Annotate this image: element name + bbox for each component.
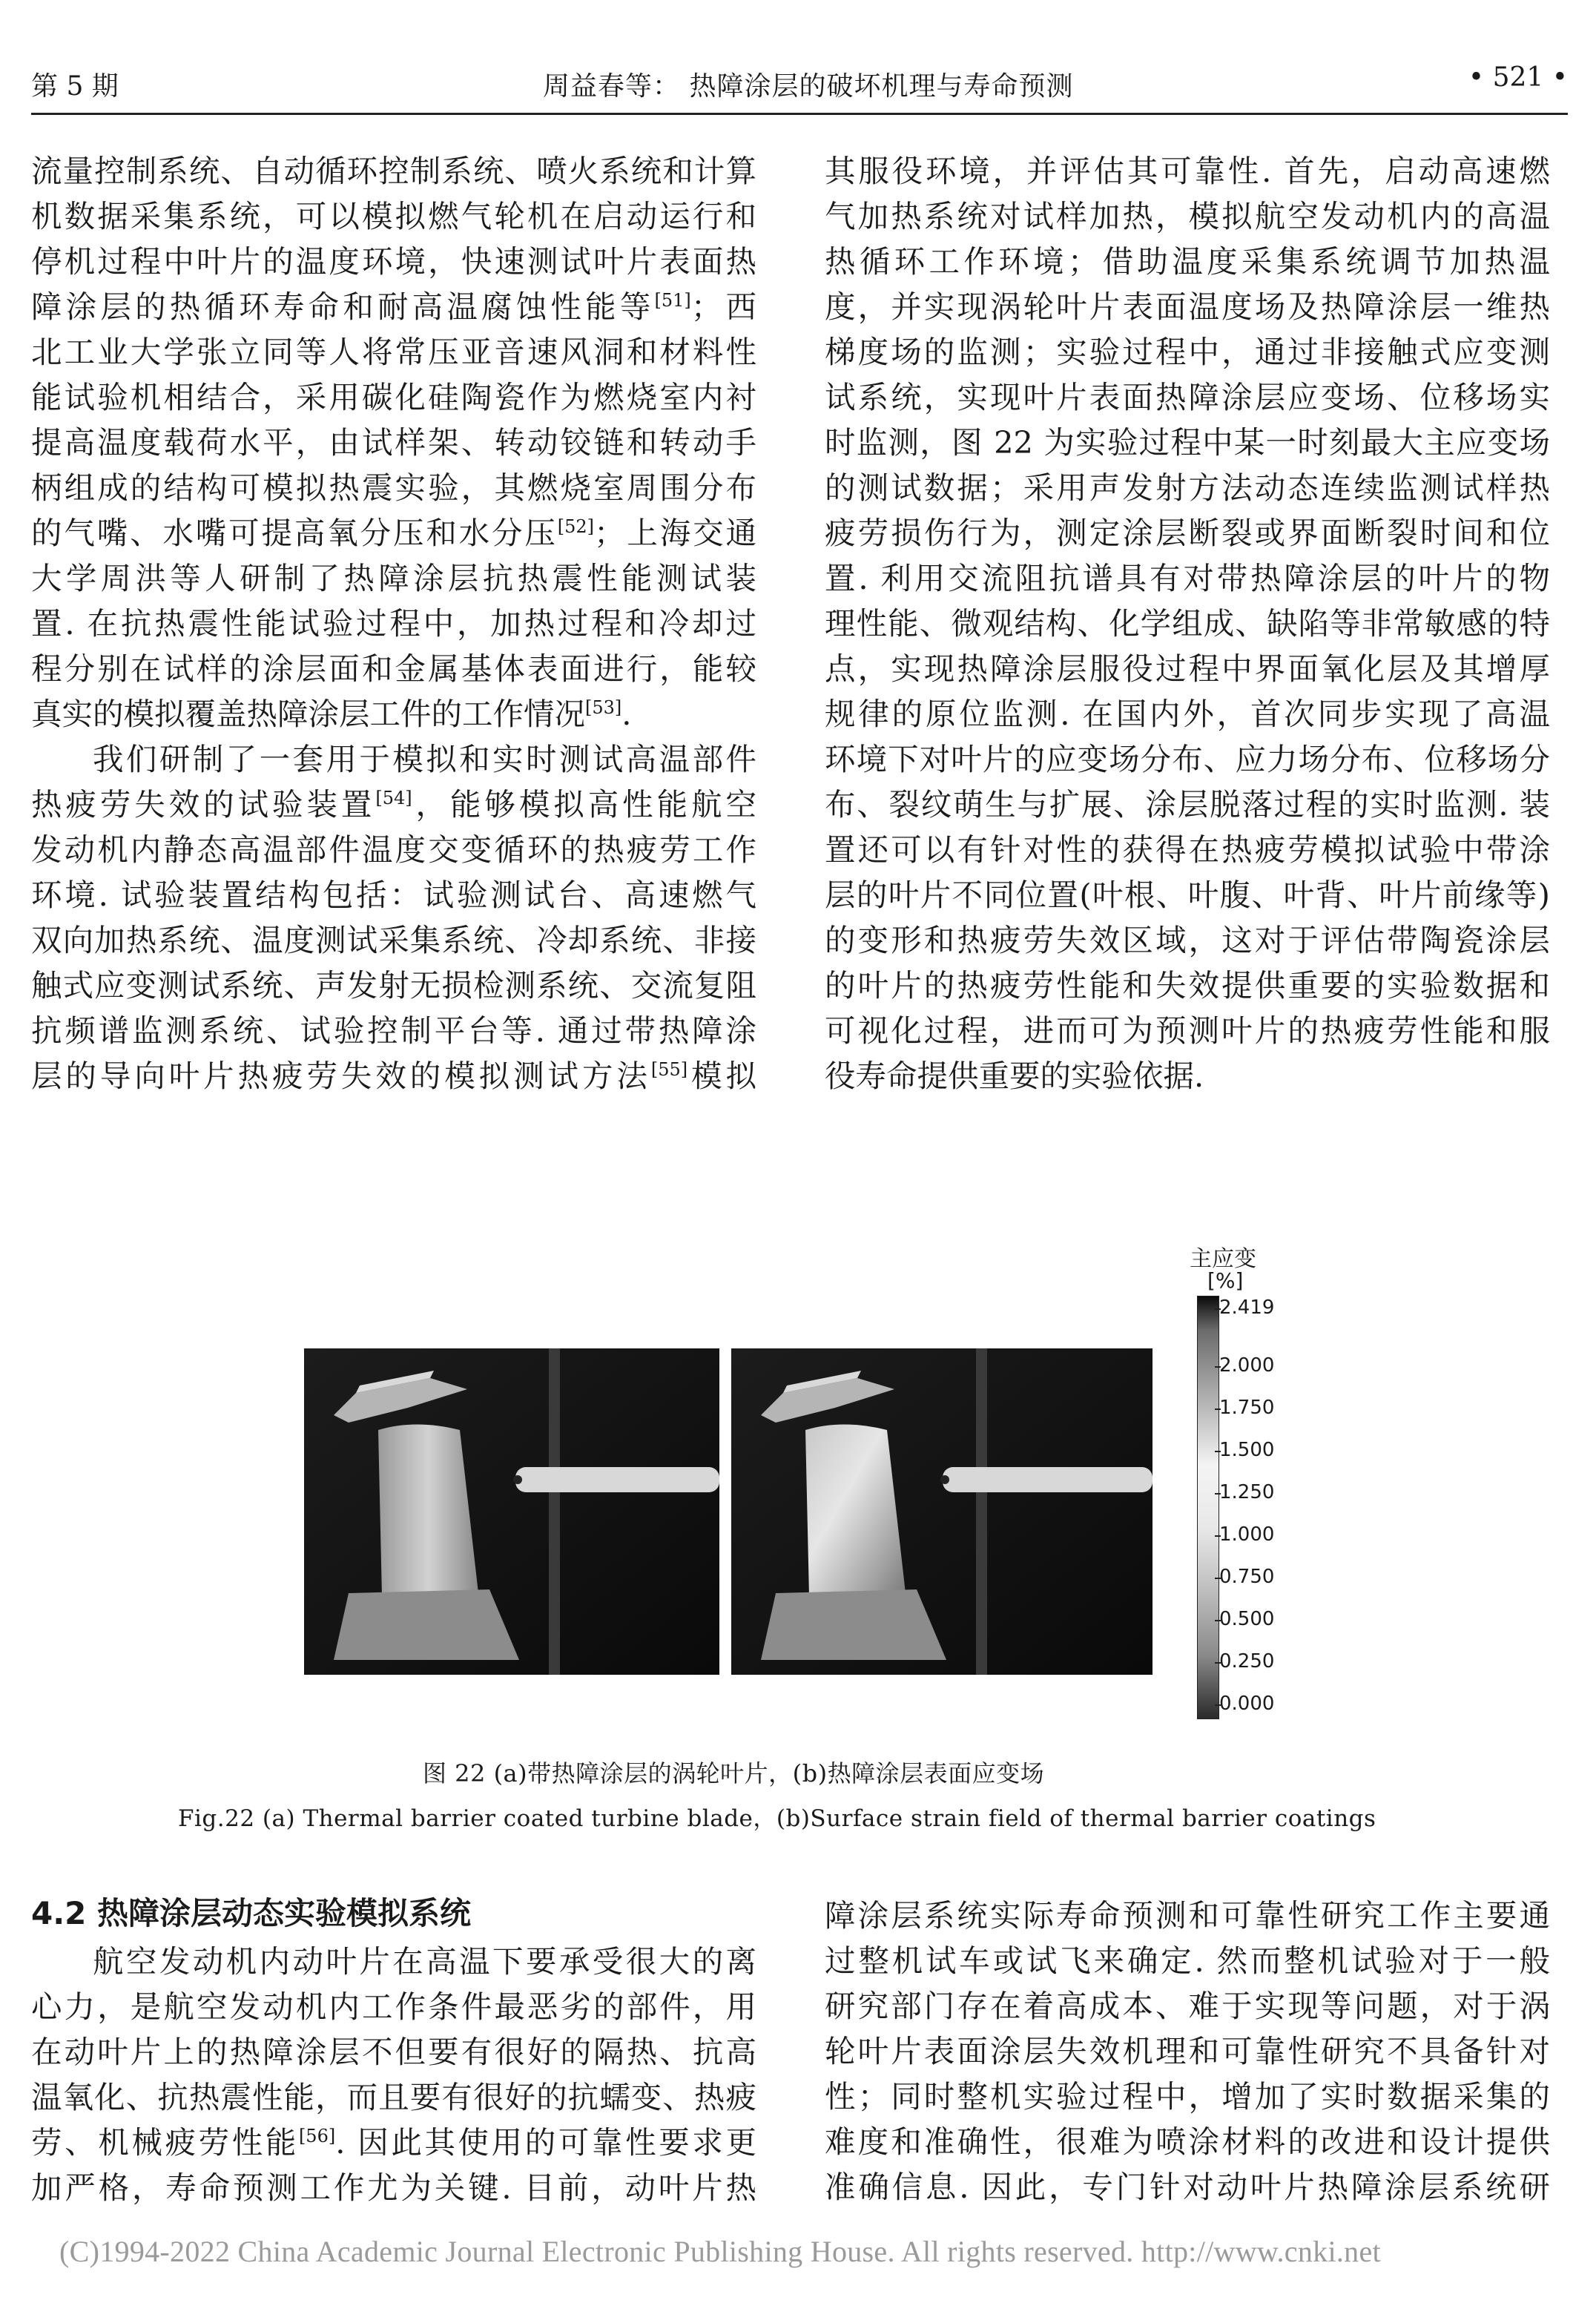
text-line: 层的叶片不同位置(叶根、叶腹、叶背、叶片前缘等) [825, 877, 1550, 913]
text-line: 真实的模拟覆盖热障涂层工件的工作情况[53]. [31, 696, 632, 732]
text-line: 劳、机械疲劳性能[56]. 因此其使用的可靠性要求更 [31, 2124, 756, 2161]
figure-22b-strain-field [731, 1348, 1153, 1675]
running-header [31, 58, 1568, 105]
text-line: 障涂层的热循环寿命和耐高温腐蚀性能等[51]；西 [31, 289, 756, 325]
text-line: 的气嘴、水嘴可提高氧分压和水分压[52]；上海交通 [31, 515, 756, 551]
text-line: 布、裂纹萌生与扩展、涂层脱落过程的实时监测. 装 [825, 786, 1550, 823]
legend-tick: 1.250 [1219, 1481, 1275, 1503]
text-line: 障涂层系统实际寿命预测和可靠性研究工作主要通 [825, 1897, 1550, 1934]
text-line: 程分别在试样的涂层面和金属基体表面进行，能较 [31, 650, 756, 687]
text-line: 梯度场的监测；实验过程中，通过非接触式应变测 [825, 334, 1550, 370]
text-line: 热疲劳失效的试验装置[54]，能够模拟高性能航空 [31, 786, 756, 823]
copyright-footer: (C)1994-2022 China Academic Journal Electronic Publishing House. All rights reserved. http://www.cnki.net [59, 2235, 1381, 2268]
legend-title: 主应变 [1190, 1246, 1256, 1272]
text-line: 疲劳损伤行为，测定涂层断裂或界面断裂时间和位 [825, 515, 1550, 551]
text-line: 提高温度载荷水平，由试样架、转动铰链和转动手 [31, 424, 756, 461]
text-line: 的变形和热疲劳失效区域，这对于评估带陶瓷涂层 [825, 922, 1550, 958]
section-heading: 4.2 热障涂层动态实验模拟系统 [31, 1895, 472, 1931]
text-line: 触式应变测试系统、声发射无损检测系统、交流复阻 [31, 967, 756, 1004]
text-line: 北工业大学张立同等人将常压亚音速风洞和材料性 [31, 334, 756, 370]
text-line: 加严格，寿命预测工作尤为关键. 目前，动叶片热 [31, 2169, 756, 2206]
text-line: 双向加热系统、温度测试采集系统、冷却系统、非接 [31, 922, 756, 958]
figure-caption-cn: 图 22 (a)带热障涂层的涡轮叶片，(b)热障涂层表面应变场 [423, 1759, 1045, 1787]
issue-label: 第 5 期 [31, 71, 119, 102]
legend-tick: 0.000 [1219, 1693, 1275, 1715]
text-line: 役寿命提供重要的实验依据. [825, 1058, 1204, 1094]
text-line: 度，并实现涡轮叶片表面温度场及热障涂层一维热 [825, 289, 1550, 325]
text-line: 机数据采集系统，可以模拟燃气轮机在启动运行和 [31, 198, 756, 234]
legend-tick: 0.250 [1219, 1650, 1275, 1673]
text-line: 轮叶片表面涂层失效机理和可靠性研究不具备针对 [825, 2033, 1550, 2069]
figure-caption-en: Fig.22 (a) Thermal barrier coated turbine blade，(b)Surface strain field of thermal barrier coatings [178, 1805, 1376, 1832]
text-line: 柄组成的结构可模拟热震实验，其燃烧室周围分布 [31, 469, 756, 506]
text-line: 气加热系统对试样加热，模拟航空发动机内的高温 [825, 198, 1550, 234]
legend-tick: 1.750 [1219, 1397, 1275, 1419]
text-line: 其服役环境，并评估其可靠性. 首先，启动高速燃 [825, 153, 1550, 189]
strain-field-b-graphic [731, 1348, 1153, 1675]
strain-color-scale [1197, 1296, 1219, 1719]
text-line: 置还可以有针对性的获得在热疲劳模拟试验中带涂 [825, 831, 1550, 868]
text-line: 准确信息. 因此，专门针对动叶片热障涂层系统研 [825, 2169, 1550, 2205]
legend-tick: 1.000 [1219, 1523, 1275, 1546]
text-line: 热循环工作环境；借助温度采集系统调节加热温 [825, 243, 1550, 280]
text-line: 流量控制系统、自动循环控制系统、喷火系统和计算 [31, 153, 756, 189]
text-line: 能试验机相结合，采用碳化硅陶瓷作为燃烧室内衬 [31, 379, 756, 415]
text-line: 可视化过程，进而可为预测叶片的热疲劳性能和服 [825, 1012, 1550, 1049]
text-line: 抗频谱监测系统、试验控制平台等. 通过带热障涂 [31, 1012, 756, 1049]
figure-22a-blade-photo [304, 1348, 719, 1675]
right-column-bottom [825, 1893, 1550, 2210]
text-line: 心力，是航空发动机内工作条件最恶劣的部件，用 [31, 1988, 756, 2025]
text-line: 发动机内静态高温部件温度交变循环的热疲劳工作 [31, 831, 756, 868]
text-line: 环境下对叶片的应变场分布、应力场分布、位移场分 [825, 741, 1550, 777]
text-line: 性；同时整机实验过程中，增加了实时数据采集的 [825, 2078, 1550, 2115]
text-line: 置. 利用交流阻抗谱具有对带热障涂层的叶片的物 [825, 560, 1550, 596]
text-line: 研究部门存在着高成本、难于实现等问题，对于涡 [825, 1988, 1550, 2024]
text-line: 点，实现热障涂层服役过程中界面氧化层及其增厚 [825, 650, 1550, 687]
text-line: 层的导向叶片热疲劳失效的模拟测试方法[55]模拟 [31, 1058, 756, 1094]
text-line: 置. 在抗热震性能试验过程中，加热过程和冷却过 [31, 605, 756, 642]
header-rule [31, 113, 1568, 115]
text-line: 时监测，图 22 为实验过程中某一时刻最大主应变场 [825, 424, 1550, 461]
left-column-bottom [31, 1939, 756, 2210]
text-line: 温氧化、抗热震性能，而且要有很好的抗蠕变、热疲 [31, 2079, 756, 2115]
legend-tick: 1.500 [1219, 1439, 1275, 1461]
text-line: 我们研制了一套用于模拟和实时测试高温部件 [93, 741, 756, 777]
text-line: 理性能、微观结构、化学组成、缺陷等非常敏感的特 [825, 605, 1550, 642]
legend-tick: 0.750 [1219, 1566, 1275, 1588]
page-number: • 521 • [1468, 62, 1568, 93]
text-line: 环境. 试验装置结构包括：试验测试台、高速燃气 [31, 877, 756, 913]
text-line: 大学周洪等人研制了热障涂层抗热震性能测试装 [31, 560, 756, 596]
text-line: 规律的原位监测. 在国内外，首次同步实现了高温 [825, 696, 1550, 732]
text-line: 过整机试车或试飞来确定. 然而整机试验对于一般 [825, 1943, 1550, 1979]
running-title: 周益春等： 热障涂层的破坏机理与寿命预测 [543, 71, 1074, 102]
text-line: 在动叶片上的热障涂层不但要有很好的隔热、抗高 [31, 2034, 756, 2070]
blade-photo-a-graphic [304, 1348, 719, 1675]
legend-tick: 0.500 [1219, 1608, 1275, 1630]
legend-tick: 2.419 [1219, 1296, 1275, 1319]
text-line: 的测试数据；采用声发射方法动态连续监测试样热 [825, 469, 1550, 506]
text-line: 停机过程中叶片的温度环境，快速测试叶片表面热 [31, 243, 756, 280]
left-column-top [31, 148, 756, 1098]
text-line: 难度和准确性，很难为喷涂材料的改进和设计提供 [825, 2123, 1550, 2160]
legend-unit: [%] [1207, 1268, 1244, 1293]
text-line: 试系统，实现叶片表面热障涂层应变场、位移场实 [825, 379, 1550, 415]
text-line: 的叶片的热疲劳性能和失效提供重要的实验数据和 [825, 967, 1550, 1004]
right-column-top [825, 148, 1550, 1098]
text-line: 航空发动机内动叶片在高温下要承受很大的离 [93, 1943, 756, 1980]
legend-tick: 2.000 [1219, 1354, 1275, 1377]
